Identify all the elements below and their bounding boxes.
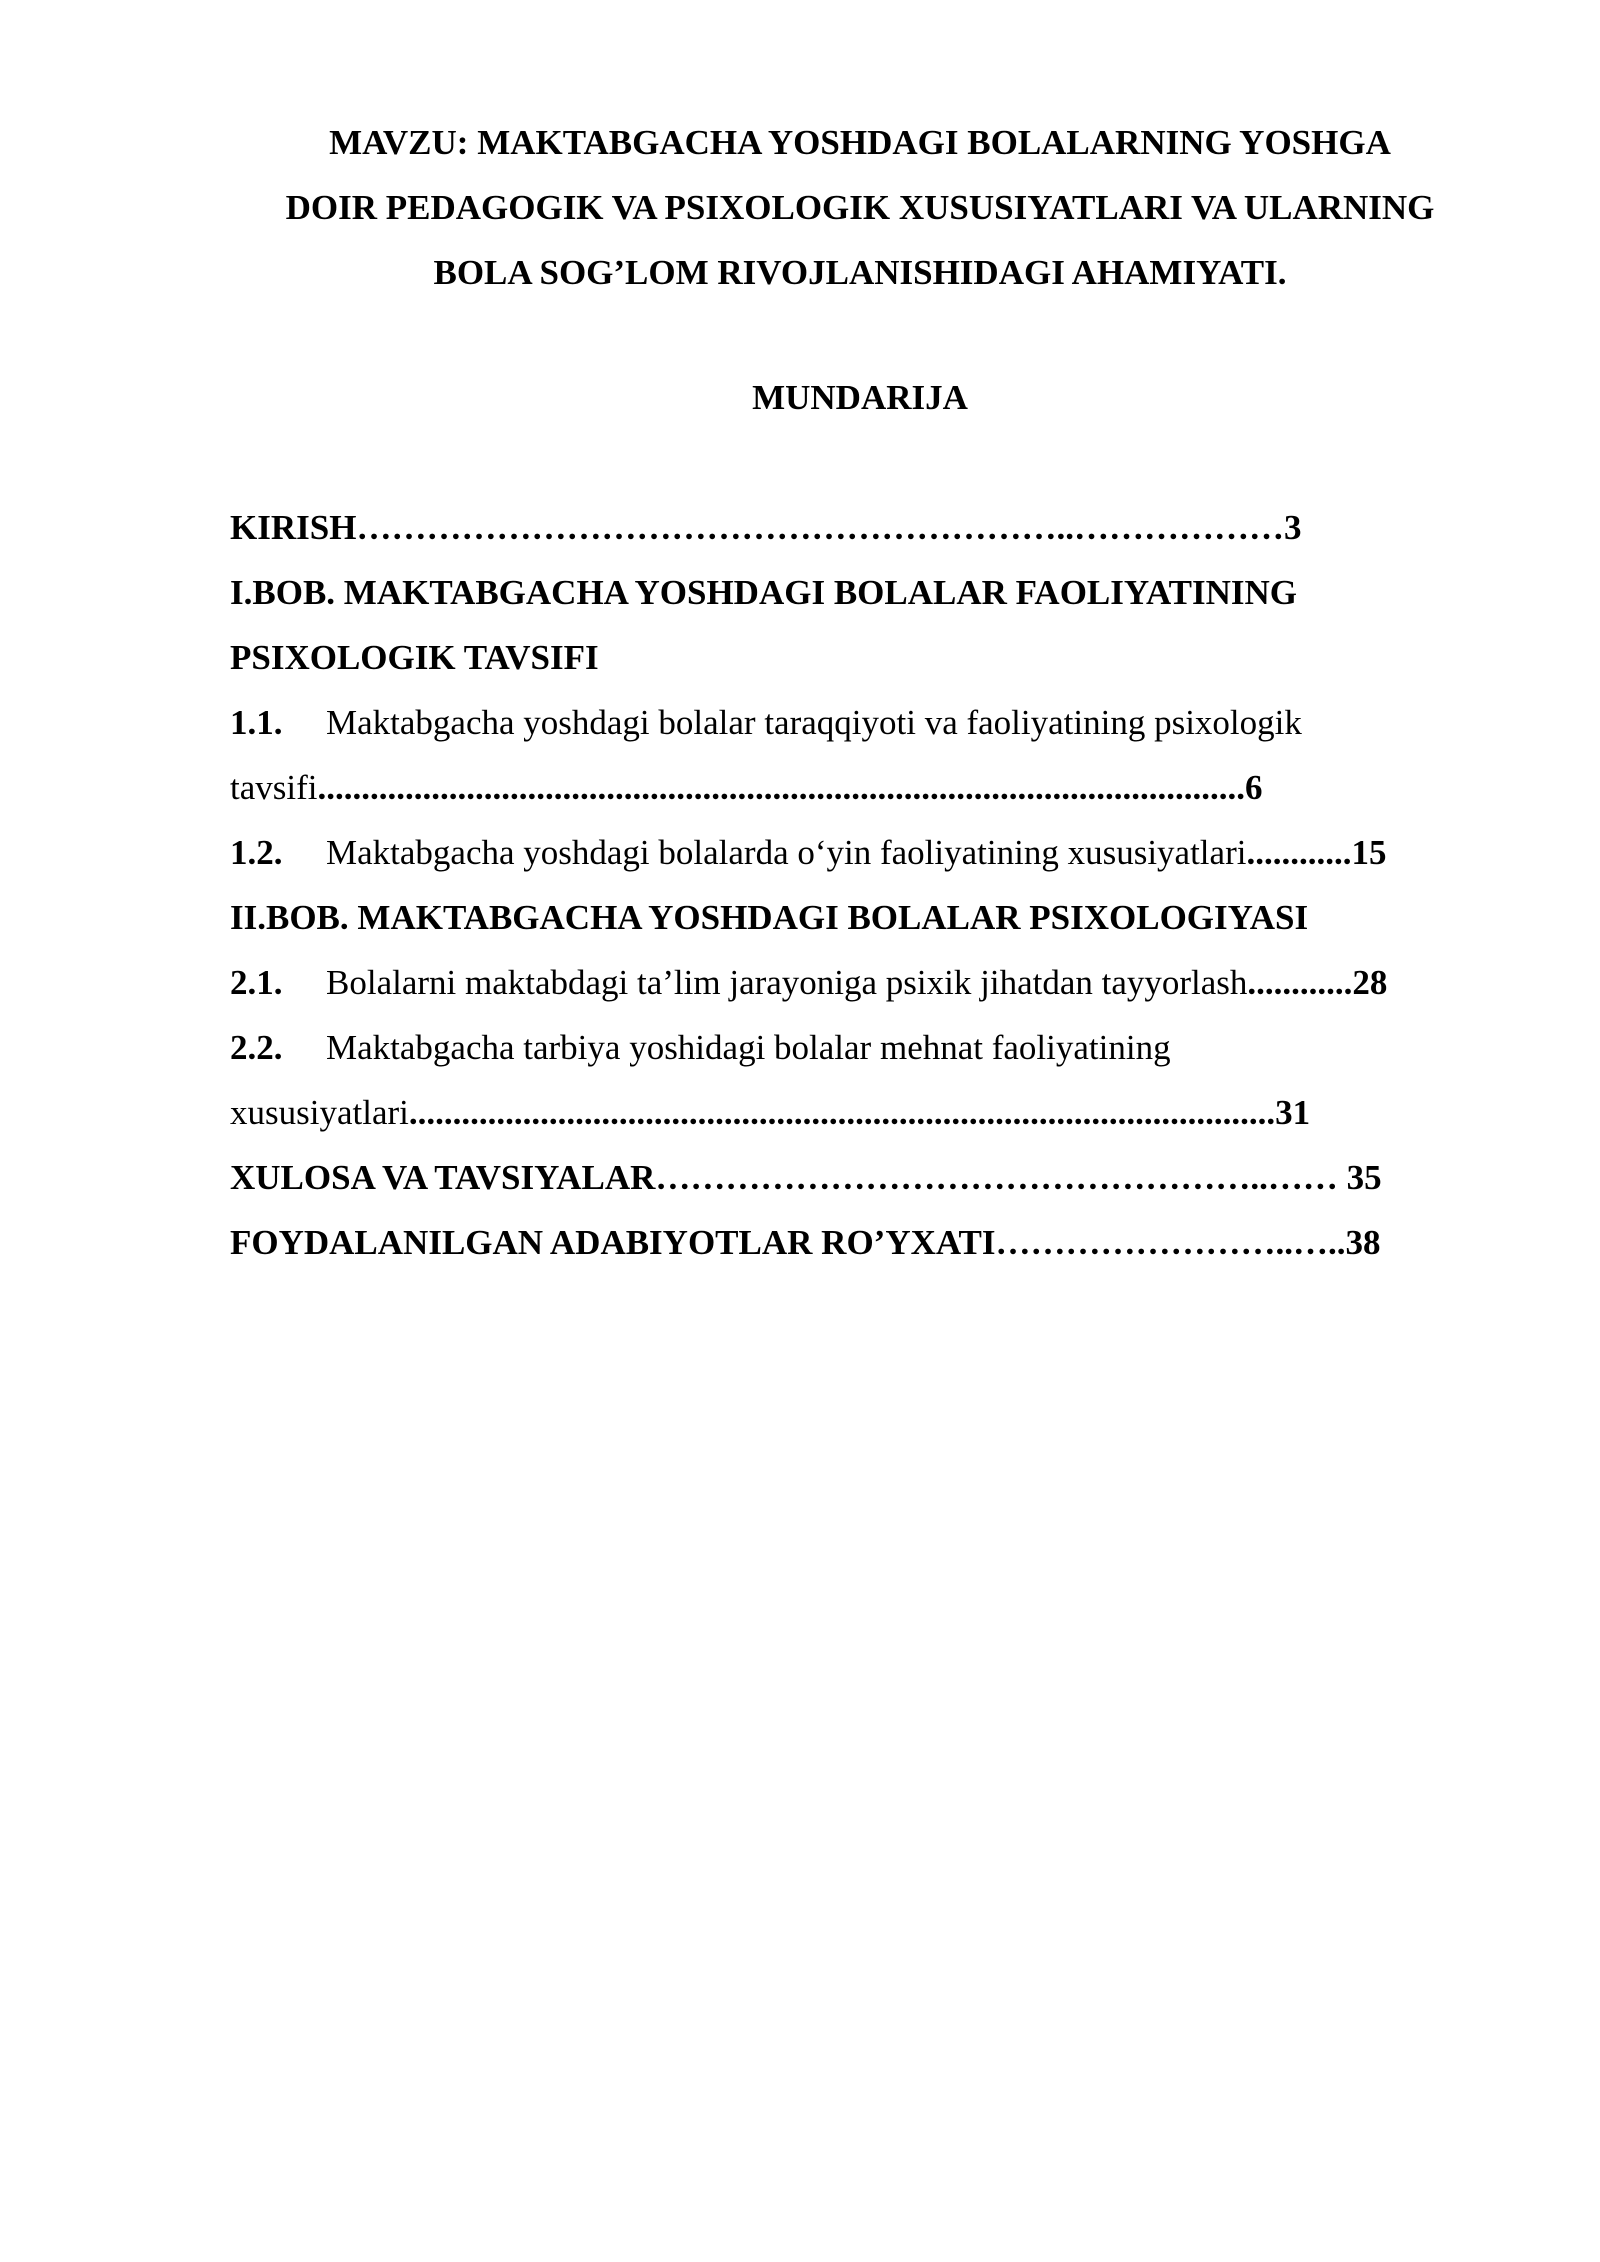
contents-heading: MUNDARIJA: [752, 378, 968, 417]
toc-section-number: 1.1.: [230, 703, 283, 742]
toc-entry-2-1: [230, 950, 1530, 1015]
title-line-2: DOIR PEDAGOGIK VA PSIXOLOGIK XUSUSIYATLARI VA ULARNING: [285, 188, 1435, 227]
toc-section-number: 2.2.: [230, 1028, 283, 1067]
toc-leader: ……………………..…..: [995, 1223, 1346, 1262]
toc-section-title: Maktabgacha tarbiya yoshidagi bolalar mehnat faoliyatining: [326, 1028, 1171, 1067]
toc-section-title-cont: xususiyatlari: [230, 1093, 409, 1132]
toc-page-number: 3: [1283, 508, 1302, 547]
toc-chapter-2: II.BOB. MAKTABGACHA YOSHDAGI BOLALAR PSIXOLOGIYASI: [230, 898, 1309, 937]
toc-section-title: Maktabgacha yoshdagi bolalarda o‘yin faoliyatining xususiyatlari: [326, 833, 1247, 872]
toc-label: KIRISH: [230, 508, 357, 547]
toc-leader: ……………………………………………………..………………: [356, 508, 1284, 547]
toc-label: FOYDALANILGAN ADABIYOTLAR RO’YXATI: [230, 1223, 996, 1262]
toc-entry-1-1: [230, 690, 1530, 755]
toc-entry-adabiyotlar: [230, 1210, 1530, 1275]
toc-entry-1-2: [230, 820, 1530, 885]
toc-section-number: 1.2.: [230, 833, 283, 872]
toc-entry-2-2: [230, 1015, 1530, 1080]
toc-section-title: Bolalarni maktabdagi ta’lim jarayoniga psixik jihatdan tayyorlash: [326, 963, 1248, 1002]
toc-section-title: Maktabgacha yoshdagi bolalar taraqqiyoti va faoliyatining psixologik: [326, 703, 1302, 742]
table-of-contents: [230, 495, 1530, 1275]
toc-entry-kirish: [230, 495, 1530, 560]
toc-page-number: 6: [1244, 768, 1263, 807]
toc-section-title-cont: tavsifi: [230, 768, 318, 807]
toc-leader: ............: [1246, 833, 1352, 872]
toc-chapter-1-line-1: I.BOB. MAKTABGACHA YOSHDAGI BOLALAR FAOLIYATINING: [230, 573, 1298, 612]
toc-entry-1-1-continued: [230, 755, 1530, 820]
title-line-3: BOLA SOG’LOM RIVOJLANISHIDAGI AHAMIYATI.: [433, 253, 1287, 292]
toc-page-number: 35: [1346, 1158, 1382, 1197]
toc-page-number: 15: [1351, 833, 1387, 872]
toc-page-number: 31: [1275, 1093, 1311, 1132]
toc-leader: ............: [1247, 963, 1353, 1002]
toc-leader: ..........................................................................................................: [317, 768, 1245, 807]
toc-entry-xulosa: [230, 1145, 1530, 1210]
toc-label: XULOSA VA TAVSIYALAR: [230, 1158, 656, 1197]
toc-page-number: 28: [1352, 963, 1388, 1002]
toc-section-number: 2.1.: [230, 963, 283, 1002]
toc-chapter-1-line-2: PSIXOLOGIK TAVSIFI: [230, 638, 599, 677]
toc-leader: ...................................................................................................: [408, 1093, 1276, 1132]
toc-leader: ……………………………………………..……: [655, 1158, 1338, 1197]
title-line-1: MAVZU: MAKTABGACHA YOSHDAGI BOLALARNING YOSHGA: [329, 123, 1391, 162]
document-title: [200, 110, 1520, 305]
toc-page-number: 38: [1345, 1223, 1381, 1262]
toc-entry-2-2-continued: [230, 1080, 1530, 1145]
